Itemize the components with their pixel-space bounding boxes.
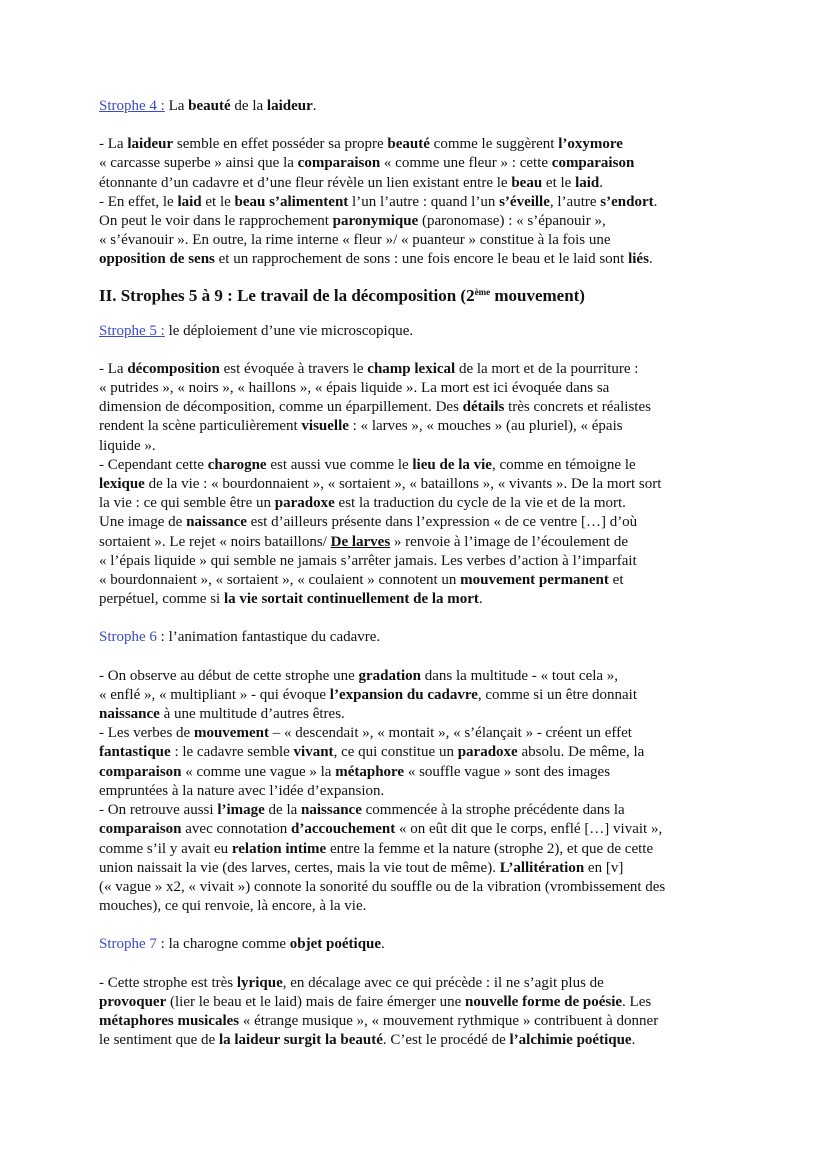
strophe-5-title — [99, 322, 772, 341]
text-run: . — [648, 251, 653, 268]
text-run: - Les verbes de — [99, 725, 194, 742]
bold-term: beauté — [188, 98, 231, 114]
text-run: « souffle vague » sont des images — [404, 763, 611, 780]
bold-term: L’allitération — [499, 859, 585, 876]
bold-term: opposition de sens — [99, 251, 215, 268]
bold-term: lieu de la vie — [412, 456, 492, 473]
bold-term: mouvement permanent — [460, 572, 609, 589]
bold-term: laideur — [266, 98, 313, 114]
text-run: - La — [99, 360, 128, 377]
text-run: . — [599, 174, 603, 191]
strophe-7-title — [99, 935, 772, 954]
strophe-4-paragraph-1 — [99, 135, 772, 193]
text-run: de la mort et de la pourriture : — [455, 360, 639, 377]
strophe-5-paragraph-2 — [99, 456, 772, 610]
text-run: liquide ». — [99, 437, 156, 454]
bold-term: comparaison — [99, 821, 182, 838]
text-run: , ce qui constitue un — [333, 744, 458, 761]
bold-term: s’alimentent — [269, 193, 349, 210]
bold-term: paradoxe — [274, 495, 335, 512]
text-run: . — [631, 1032, 636, 1049]
text-run: (paronomase) : « s’épanouir », — [418, 213, 606, 230]
bold-term: objet poétique — [289, 936, 382, 953]
bold-term: liés — [628, 251, 649, 268]
text-run: : l’animation fantastique du cadavre. — [156, 629, 381, 646]
text-run: : « larves », « mouches » (au pluriel), « épais — [348, 418, 623, 435]
text-run: commencée à la strophe précédente dans la — [361, 802, 625, 819]
section-heading-text: II. Strophes 5 à 9 : Le travail de la décomposition (2 — [99, 285, 475, 305]
text-run: dimension de décomposition, comme un éparpillement. Des — [99, 399, 463, 416]
strophe-5-paragraph-1 — [99, 360, 772, 456]
section-heading-tail: mouvement) — [490, 285, 585, 305]
bold-term: laid — [575, 174, 600, 191]
bold-term: naissance — [186, 514, 247, 531]
text-run: étonnante d’un cadavre et d’une fleur révèle un lien existant entre le — [99, 174, 512, 191]
text-run: , comme si un être donnait — [477, 686, 638, 703]
bold-term: nouvelle forme de poésie — [464, 993, 623, 1010]
text-run: On peut le voir dans le rapprochement — [99, 213, 333, 230]
text-run: , l’autre — [549, 193, 601, 210]
bold-term: mouvement — [193, 725, 269, 742]
text-run: est d’ailleurs présente dans l’expression « de ce ventre […] d’où — [246, 514, 638, 531]
text-run: - La — [99, 136, 128, 153]
bold-term: naissance — [99, 706, 160, 723]
text-run: : la charogne comme — [156, 936, 290, 953]
text-run: union naissait la vie (des larves, certes, mais la vie tout de même). — [99, 859, 500, 876]
text-run: de la vie : « bourdonnaient », « sortaient », « bataillons », « vivants ». De la mort sort — [144, 476, 662, 493]
bold-term: De larves — [330, 533, 391, 550]
strophe-label: Strophe 5 : — [99, 322, 165, 339]
text-run: - Cependant cette — [99, 456, 208, 473]
bold-term: visuelle — [301, 418, 349, 435]
text-run: « s’évanouir ». En outre, la rime interne « fleur »/ « puanteur » constitue à la fois une — [99, 232, 611, 249]
text-run: Une image de — [99, 514, 187, 531]
bold-term: vivant — [293, 744, 334, 761]
text-run: comme s’il y avait eu — [99, 840, 232, 857]
text-run: le sentiment que de — [99, 1032, 219, 1049]
text-run: - On retrouve aussi — [99, 802, 218, 819]
text-run: rendent la scène particulièrement — [99, 418, 302, 435]
text-run: « étrange musique », « mouvement rythmique » contribuent à donner — [239, 1012, 659, 1029]
strophe-6-title — [99, 628, 772, 647]
bold-term: métaphores musicales — [99, 1012, 240, 1029]
text-run: et — [608, 572, 624, 589]
bold-term: laideur — [127, 136, 174, 153]
text-run: . — [312, 98, 317, 114]
text-run: « comme une vague » la — [181, 763, 336, 780]
strophe-label: Strophe 4 : — [99, 98, 165, 114]
text-run: dans la multitude - « tout cela », — [421, 667, 619, 684]
text-run: sortaient ». Le rejet « noirs bataillons/ — [99, 533, 331, 550]
section-heading-superscript: ème — [474, 286, 491, 297]
section-heading — [99, 285, 772, 307]
bold-term: comparaison — [551, 155, 635, 172]
bold-term: s’endort — [600, 193, 654, 210]
text-run: « l’épais liquide » qui semble ne jamais s’arrêter jamais. Les verbes d’action à l’imparfait — [99, 552, 637, 569]
bold-term: provoquer — [99, 993, 167, 1010]
bold-term: gradation — [358, 667, 422, 684]
text-run: absolu. De même, la — [517, 744, 645, 761]
text-run: « carcasse superbe » ainsi que la — [99, 155, 298, 172]
bold-term: s’éveille — [499, 193, 550, 210]
text-run: (lier le beau et le laid) mais de faire émerger une — [166, 993, 465, 1010]
strophe-6-paragraph-2 — [99, 724, 772, 801]
text-run: , en décalage avec ce qui précède : il ne s’agit plus de — [282, 974, 604, 991]
text-run: - On observe au début de cette strophe une — [99, 667, 359, 684]
bold-term: l’image — [217, 802, 265, 819]
text-run: . — [653, 193, 658, 210]
bold-term: paronymique — [332, 213, 419, 230]
bold-term: beau — [511, 174, 543, 191]
text-run: . C’est le procédé de — [382, 1032, 510, 1049]
bold-term: d’accouchement — [291, 821, 396, 838]
text-run: avec connotation — [181, 821, 292, 838]
bold-term: comparaison — [297, 155, 381, 172]
text-run: « on eût dit que le corps, enflé […] vivait », — [395, 821, 663, 838]
text-run: » renvoie à l’image de l’écoulement de — [390, 533, 628, 550]
strophe-6-paragraph-1 — [99, 667, 772, 725]
text-run: semble en effet posséder sa propre — [173, 136, 388, 153]
text-run: - En effet, le — [99, 193, 178, 210]
bold-term: détails — [462, 399, 505, 416]
text-run: est aussi vue comme le — [266, 456, 413, 473]
bold-term: relation intime — [231, 840, 327, 857]
bold-term: décomposition — [127, 360, 220, 377]
bold-term: beauté — [387, 136, 430, 153]
bold-term: laid — [177, 193, 202, 210]
bold-term: l’oxymore — [558, 136, 623, 153]
text-run: l’un l’autre : quand l’un — [348, 193, 500, 210]
strophe-label: Strophe 7 — [99, 936, 157, 953]
strophe-label: Strophe 6 — [99, 629, 157, 646]
text-run: est évoquée à travers le — [219, 360, 368, 377]
strophe-7-paragraph-1 — [99, 974, 772, 1051]
bold-term: la vie sortait continuellement de la mort — [223, 591, 479, 608]
text-run: (« vague » x2, « vivait ») connote la sonorité du souffle ou de la vibration (vrombissement des — [99, 878, 666, 895]
strophe-4-paragraph-2 — [99, 193, 772, 270]
text-run: . — [381, 936, 385, 953]
bold-term: métaphore — [335, 763, 405, 780]
bold-term: lexique — [99, 476, 145, 493]
strophe-4-title — [99, 97, 772, 116]
text-run: . — [478, 591, 483, 608]
text-run: comme le suggèrent — [429, 136, 559, 153]
text-run: empruntées à la nature avec l’idée d’expansion. — [99, 782, 385, 799]
text-run: « comme une fleur » : cette — [380, 155, 552, 172]
bold-term: naissance — [301, 802, 362, 819]
bold-term: l’alchimie poétique — [509, 1032, 632, 1049]
bold-term: charogne — [207, 456, 267, 473]
bold-term: lyrique — [236, 974, 283, 991]
text-run: de la — [264, 802, 302, 819]
text-run: de la — [230, 98, 267, 114]
text-run: « bourdonnaient », « sortaient », « coulaient » connotent un — [99, 572, 461, 589]
text-run: mouches), ce qui renvoie, là encore, à la vie. — [99, 898, 367, 915]
text-run: : le cadavre semble — [170, 744, 294, 761]
bold-term: la laideur surgit la beauté — [218, 1032, 383, 1049]
text-run: et le — [201, 193, 235, 210]
text-run: la vie : ce qui semble être un — [99, 495, 275, 512]
bold-term: l’expansion du cadavre — [329, 686, 478, 703]
bold-term: beau — [234, 193, 266, 210]
bold-term: champ lexical — [367, 360, 456, 377]
text-run: et un rapprochement de sons : une fois encore le beau et le laid sont — [214, 251, 629, 268]
text-run: très concrets et réalistes — [504, 399, 651, 416]
text-run: est la traduction du cycle de la vie et de la mort. — [334, 495, 626, 512]
bold-term: paradoxe — [457, 744, 518, 761]
text-run: . Les — [622, 993, 652, 1010]
text-run: entre la femme et la nature (strophe 2), et que de cette — [326, 840, 654, 857]
text-run: - Cette strophe est très — [99, 974, 237, 991]
text-run: « enflé », « multipliant » - qui évoque — [99, 686, 330, 703]
bold-term: fantastique — [99, 744, 171, 761]
text-run: – « descendait », « montait », « s’élançait » - créent un effet — [268, 725, 632, 742]
text-run: La — [164, 98, 189, 114]
text-run: et le — [542, 174, 576, 191]
text-run: le déploiement d’une vie microscopique. — [164, 322, 414, 339]
text-run: perpétuel, comme si — [99, 591, 224, 608]
text-run: à une multitude d’autres êtres. — [159, 706, 345, 723]
bold-term: comparaison — [99, 763, 182, 780]
text-run: , comme en témoigne le — [491, 456, 636, 473]
text-run: « putrides », « noirs », « haillons », « épais liquide ». La mort est ici évoquée dans sa — [99, 380, 610, 397]
text-run: en [v] — [584, 859, 624, 876]
strophe-6-paragraph-3 — [99, 801, 772, 916]
